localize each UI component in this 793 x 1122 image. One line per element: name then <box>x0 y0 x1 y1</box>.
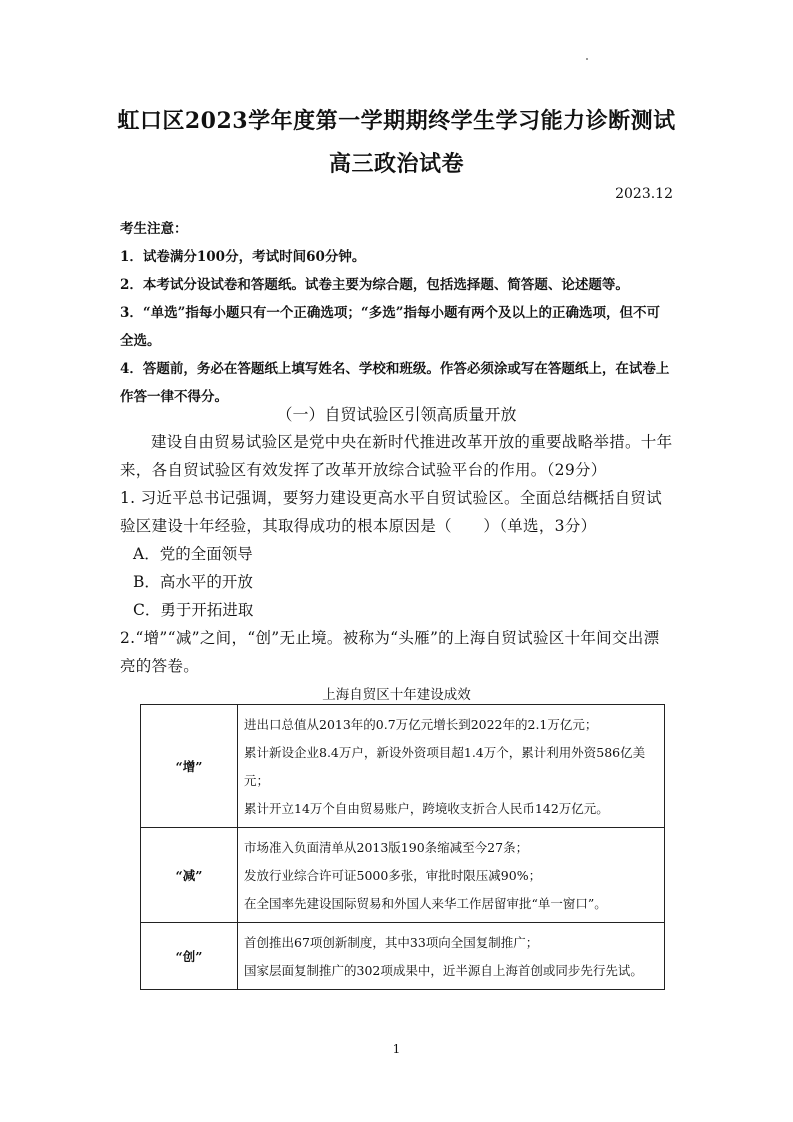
exam-subtitle: 高三政治试卷 <box>328 151 464 177</box>
results-table <box>140 704 665 990</box>
question-1-option-b: B．高水平的开放 <box>133 573 253 591</box>
row-line: 在全国率先建设国际贸易和外国人来华工作居留审批“单一窗口”。 <box>244 896 607 911</box>
row-line: 累计开立14万个自由贸易账户，跨境收支折合人民币142万亿元。 <box>244 801 609 816</box>
notice-item: 4．答题前，务必在答题纸上填写姓名、学校和班级。作答必须涂或写在答题纸上，在试卷上作答一律不得分。 <box>120 361 670 405</box>
row-content <box>238 705 665 828</box>
row-line: 国家层面复制推广的302项成果中，近半源自上海首创或同步先行先试。 <box>244 963 643 978</box>
notice-item: 2．本考试分设试卷和答题纸。试卷主要为综合题，包括选择题、简答题、论述题等。 <box>120 277 629 293</box>
page-number: 1 <box>392 1042 401 1056</box>
row-line: 累计新设企业8.4万户，新设外资项目超1.4万个，累计利用外资586亿美元； <box>244 745 646 788</box>
candidate-notice <box>120 215 673 411</box>
row-line: 发放行业综合许可证5000多张，审批时限压减90%； <box>244 868 542 883</box>
table-row <box>141 923 665 990</box>
row-content <box>238 828 665 923</box>
scan-dot <box>586 58 588 60</box>
question-1-stem: 1. 习近平总书记强调，要努力建设更高水平自贸试验区。全面总结概括自贸试验区建设十年经验，其取得成功的根本原因是（ ）（单选，3分） <box>120 489 663 535</box>
exam-title: 虹口区2023学年度第一学期期终学生学习能力诊断测试 <box>117 108 676 134</box>
table-row <box>141 828 665 923</box>
row-label: “增” <box>141 705 238 828</box>
notice-item: 1．试卷满分100分，考试时间60分钟。 <box>120 249 366 265</box>
row-label: “减” <box>141 828 238 923</box>
question-1-option-c: C．勇于开拓进取 <box>133 601 254 619</box>
exam-date: 2023.12 <box>615 186 673 202</box>
question-2-stem: 2.“增”“减”之间，“创”无止境。被称为“头雁”的上海自贸试验区十年间交出漂亮的答卷。 <box>120 629 660 675</box>
section-title: （一）自贸试验区引领高质量开放 <box>276 405 517 424</box>
section-intro: 建设自由贸易试验区是党中央在新时代推进改革开放的重要战略举措。十年来，各自贸试验区有效发挥了改革开放综合试验平台的作用。（29分） <box>120 433 673 479</box>
notice-item: 3．“单选”指每小题只有一个正确选项；“多选”指每小题有两个及以上的正确选项，但不可全选。 <box>120 305 660 349</box>
row-content <box>238 923 665 990</box>
row-label: “创” <box>141 923 238 990</box>
table-row <box>141 705 665 828</box>
row-line: 首创推出67项创新制度，其中33项向全国复制推广； <box>244 935 539 950</box>
notice-heading: 考生注意： <box>120 221 188 237</box>
question-1-option-a: A．党的全面领导 <box>133 545 253 563</box>
row-line: 市场准入负面清单从2013版190条缩减至今27条； <box>244 840 529 855</box>
row-line: 进出口总值从2013年的0.7万亿元增长到2022年的2.1万亿元； <box>244 717 598 732</box>
table-caption: 上海自贸区十年建设成效 <box>322 687 471 703</box>
